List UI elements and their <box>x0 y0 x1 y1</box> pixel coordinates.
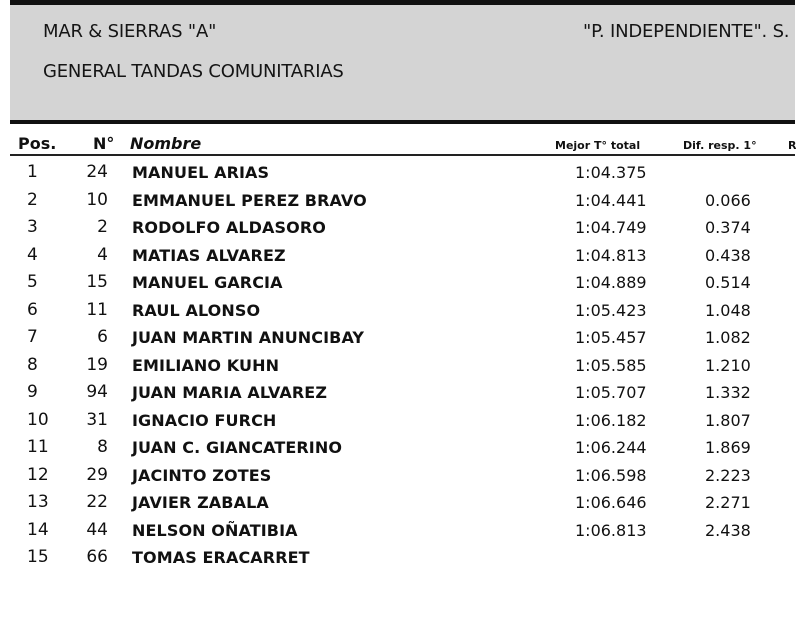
header-bottom-rule <box>10 120 795 124</box>
best-time-cell: 1:04.749 <box>575 218 647 237</box>
car-number-cell: 19 <box>86 354 108 375</box>
position-cell: 8 <box>27 354 38 375</box>
report-title: GENERAL TANDAS COMUNITARIAS <box>43 61 344 82</box>
car-number-cell: 8 <box>97 437 108 457</box>
best-time-cell: 1:05.457 <box>575 328 647 347</box>
driver-name-cell: RODOLFO ALDASORO <box>132 218 326 237</box>
organizer-title: MAR & SIERRAS "A" <box>43 21 217 42</box>
table-row <box>0 325 795 353</box>
table-row <box>0 518 795 546</box>
position-cell: 3 <box>27 217 38 237</box>
driver-name-cell: JUAN C. GIANCATERINO <box>132 438 343 457</box>
table-row <box>0 160 795 188</box>
position-cell: 15 <box>27 547 49 567</box>
driver-name-cell: EMILIANO KUHN <box>132 355 280 375</box>
table-row <box>0 215 795 243</box>
car-number-cell: 6 <box>97 327 108 347</box>
difference-cell: 0.374 <box>705 218 751 237</box>
driver-name-cell: MANUEL ARIAS <box>132 163 270 182</box>
driver-name-cell: EMMANUEL PEREZ BRAVO <box>132 190 367 210</box>
best-time-cell: 1:06.813 <box>575 520 647 540</box>
table-row <box>0 243 795 271</box>
driver-name-cell: TOMAS ERACARRET <box>132 548 310 567</box>
difference-cell: 1.048 <box>705 300 751 320</box>
table-row <box>0 353 795 381</box>
car-number-cell: 10 <box>86 189 108 210</box>
driver-name-cell: RAUL ALONSO <box>132 300 261 320</box>
difference-cell: 0.514 <box>705 273 751 292</box>
car-number-cell: 15 <box>86 272 108 292</box>
difference-cell: 1.332 <box>705 383 751 402</box>
position-cell: 13 <box>27 492 49 512</box>
car-number-cell: 31 <box>86 409 108 430</box>
difference-cell: 2.438 <box>705 520 751 540</box>
event-title: "P. INDEPENDIENTE". S. <box>583 21 790 42</box>
column-header-rule <box>10 154 795 156</box>
table-row <box>0 188 795 216</box>
position-cell: 1 <box>27 162 38 182</box>
best-time-cell: 1:04.889 <box>575 273 647 292</box>
difference-cell: 1.807 <box>705 410 751 430</box>
driver-name-cell: JUAN MARIA ALVAREZ <box>132 383 328 402</box>
difference-cell: 1.869 <box>705 438 751 457</box>
position-cell: 12 <box>27 464 49 485</box>
table-row <box>0 463 795 491</box>
table-row <box>0 490 795 518</box>
car-number-cell: 44 <box>86 519 108 540</box>
difference-cell: 2.223 <box>705 465 751 485</box>
best-time-cell: 1:05.585 <box>575 355 647 375</box>
position-cell: 5 <box>27 272 38 292</box>
best-time-cell: 1:05.423 <box>575 300 647 320</box>
position-cell: 14 <box>27 519 49 540</box>
best-time-cell: 1:05.707 <box>575 383 647 402</box>
report-header <box>10 5 795 120</box>
position-cell: 4 <box>27 244 38 265</box>
car-number-cell: 4 <box>97 244 108 265</box>
column-header-pos: Pos. <box>18 134 57 153</box>
car-number-cell: 2 <box>97 217 108 237</box>
best-time-cell: 1:06.182 <box>575 410 647 430</box>
car-number-cell: 94 <box>86 382 108 402</box>
driver-name-cell: JACINTO ZOTES <box>132 465 272 485</box>
table-row <box>0 298 795 326</box>
driver-name-cell: JUAN MARTIN ANUNCIBAY <box>132 328 365 347</box>
difference-cell: 1.082 <box>705 328 751 347</box>
best-time-cell: 1:04.441 <box>575 190 647 210</box>
position-cell: 6 <box>27 299 38 320</box>
position-cell: 10 <box>27 409 49 430</box>
table-row <box>0 545 795 573</box>
position-cell: 11 <box>27 437 49 457</box>
difference-cell: 0.066 <box>705 190 751 210</box>
results-table <box>0 160 795 573</box>
difference-cell: 0.438 <box>705 245 751 265</box>
driver-name-cell: MATIAS ALVAREZ <box>132 245 286 265</box>
best-time-cell: 1:04.375 <box>575 163 647 182</box>
column-header-name: Nombre <box>130 134 202 153</box>
driver-name-cell: MANUEL GARCIA <box>132 273 283 292</box>
column-header-number: N° <box>93 134 115 153</box>
difference-cell: 1.210 <box>705 355 751 375</box>
best-time-cell: 1:06.598 <box>575 465 647 485</box>
table-row <box>0 380 795 408</box>
car-number-cell: 66 <box>86 547 108 567</box>
car-number-cell: 11 <box>86 299 108 320</box>
car-number-cell: 29 <box>86 464 108 485</box>
table-row <box>0 270 795 298</box>
driver-name-cell: JAVIER ZABALA <box>132 493 269 512</box>
column-header-best-time: Mejor T° total <box>555 139 641 152</box>
column-header-difference: Dif. resp. 1° <box>683 139 757 152</box>
position-cell: 9 <box>27 382 38 402</box>
driver-name-cell: NELSON OÑATIBIA <box>132 520 298 540</box>
car-number-cell: 24 <box>86 162 108 182</box>
best-time-cell: 1:06.244 <box>575 438 647 457</box>
table-row <box>0 435 795 463</box>
best-time-cell: 1:04.813 <box>575 245 647 265</box>
position-cell: 7 <box>27 327 38 347</box>
difference-cell: 2.271 <box>705 493 751 512</box>
table-row <box>0 408 795 436</box>
car-number-cell: 22 <box>86 492 108 512</box>
column-header-r: R <box>788 139 796 152</box>
best-time-cell: 1:06.646 <box>575 493 647 512</box>
driver-name-cell: IGNACIO FURCH <box>132 410 277 430</box>
position-cell: 2 <box>27 189 38 210</box>
